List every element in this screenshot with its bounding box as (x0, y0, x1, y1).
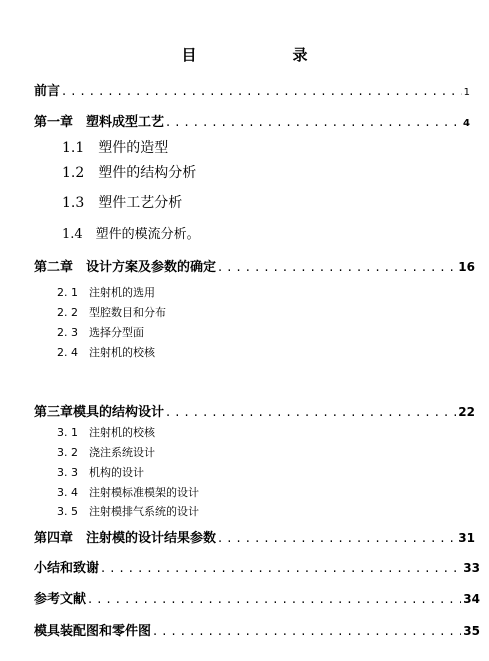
toc-title: 目 录 (181, 46, 330, 64)
toc-entry-label: 2. 3 选择分型面 (57, 326, 144, 339)
leader-dots (166, 115, 461, 130)
toc-entry-page: 1 (463, 87, 470, 98)
toc-entry-drawings[interactable] (34, 620, 480, 639)
toc-entry-3-5[interactable] (57, 503, 199, 519)
toc-entry-label: 第二章 设计方案及参数的确定 (34, 260, 217, 275)
toc-entry-label: 3. 4 注射模标准模架的设计 (57, 486, 199, 499)
toc-entry-3-2[interactable] (57, 444, 155, 460)
leader-dots (218, 260, 456, 275)
toc-entry-2-1[interactable] (57, 284, 155, 300)
leader-dots (166, 405, 456, 420)
toc-entry-1-2[interactable] (62, 162, 196, 182)
toc-entry-chapter-4[interactable] (34, 527, 475, 546)
toc-entry-page: 31 (458, 531, 475, 545)
leader-dots (153, 624, 461, 639)
leader-dots (218, 531, 456, 546)
toc-entry-label: 参考文献 (34, 592, 87, 607)
leader-dots (62, 84, 462, 99)
toc-entry-label: 第一章 塑料成型工艺 (34, 115, 165, 130)
toc-entry-label: 2. 2 型腔数目和分布 (57, 306, 166, 319)
toc-entry-2-4[interactable] (57, 344, 155, 360)
toc-entry-label: 1.2 塑件的结构分析 (62, 165, 197, 181)
toc-entry-1-3[interactable] (62, 192, 182, 212)
toc-entry-1-1[interactable] (62, 137, 168, 157)
toc-entry-label: 第三章模具的结构设计 (34, 405, 165, 420)
toc-entry-page: 22 (458, 405, 475, 419)
leader-dots (88, 592, 461, 607)
toc-entry-label: 1.1 塑件的造型 (62, 140, 169, 156)
toc-entry-label: 3. 5 注射模排气系统的设计 (57, 505, 199, 518)
toc-entry-label: 3. 3 机构的设计 (57, 466, 144, 479)
toc-entry-label: 3. 2 浇注系统设计 (57, 446, 155, 459)
toc-entry-chapter-1[interactable] (34, 111, 470, 130)
toc-entry-references[interactable] (34, 588, 480, 607)
toc-entry-page: 4 (463, 118, 470, 129)
toc-entry-label: 2. 1 注射机的选用 (57, 286, 155, 299)
toc-entry-label: 模具装配图和零件图 (34, 624, 152, 639)
toc-entry-chapter-2[interactable] (34, 256, 475, 275)
toc-entry-page: 33 (463, 561, 480, 575)
toc-entry-3-3[interactable] (57, 464, 144, 480)
toc-entry-label: 1.3 塑件工艺分析 (62, 195, 183, 211)
toc-entry-3-1[interactable] (57, 424, 155, 440)
toc-entry-2-2[interactable] (57, 304, 166, 320)
toc-entry-label: 前言 (34, 84, 61, 99)
toc-entry-label: 小结和致谢 (34, 561, 100, 576)
toc-entry-page: 16 (458, 260, 475, 274)
toc-entry-page: 35 (463, 624, 480, 638)
toc-entry-preface[interactable] (34, 80, 470, 99)
toc-entry-label: 第四章 注射模的设计结果参数 (34, 531, 217, 546)
toc-entry-label: 3. 1 注射机的校核 (57, 426, 155, 439)
leader-dots (101, 561, 461, 576)
toc-entry-chapter-3[interactable] (34, 401, 475, 420)
toc-entry-summary[interactable] (34, 557, 480, 576)
toc-entry-label: 1.4 塑件的模流分析。 (62, 227, 200, 242)
toc-entry-label: 2. 4 注射机的校核 (57, 346, 155, 359)
toc-entry-page: 34 (463, 592, 480, 606)
toc-entry-2-3[interactable] (57, 324, 144, 340)
toc-entry-1-4[interactable] (62, 223, 200, 242)
toc-entry-3-4[interactable] (57, 484, 199, 500)
